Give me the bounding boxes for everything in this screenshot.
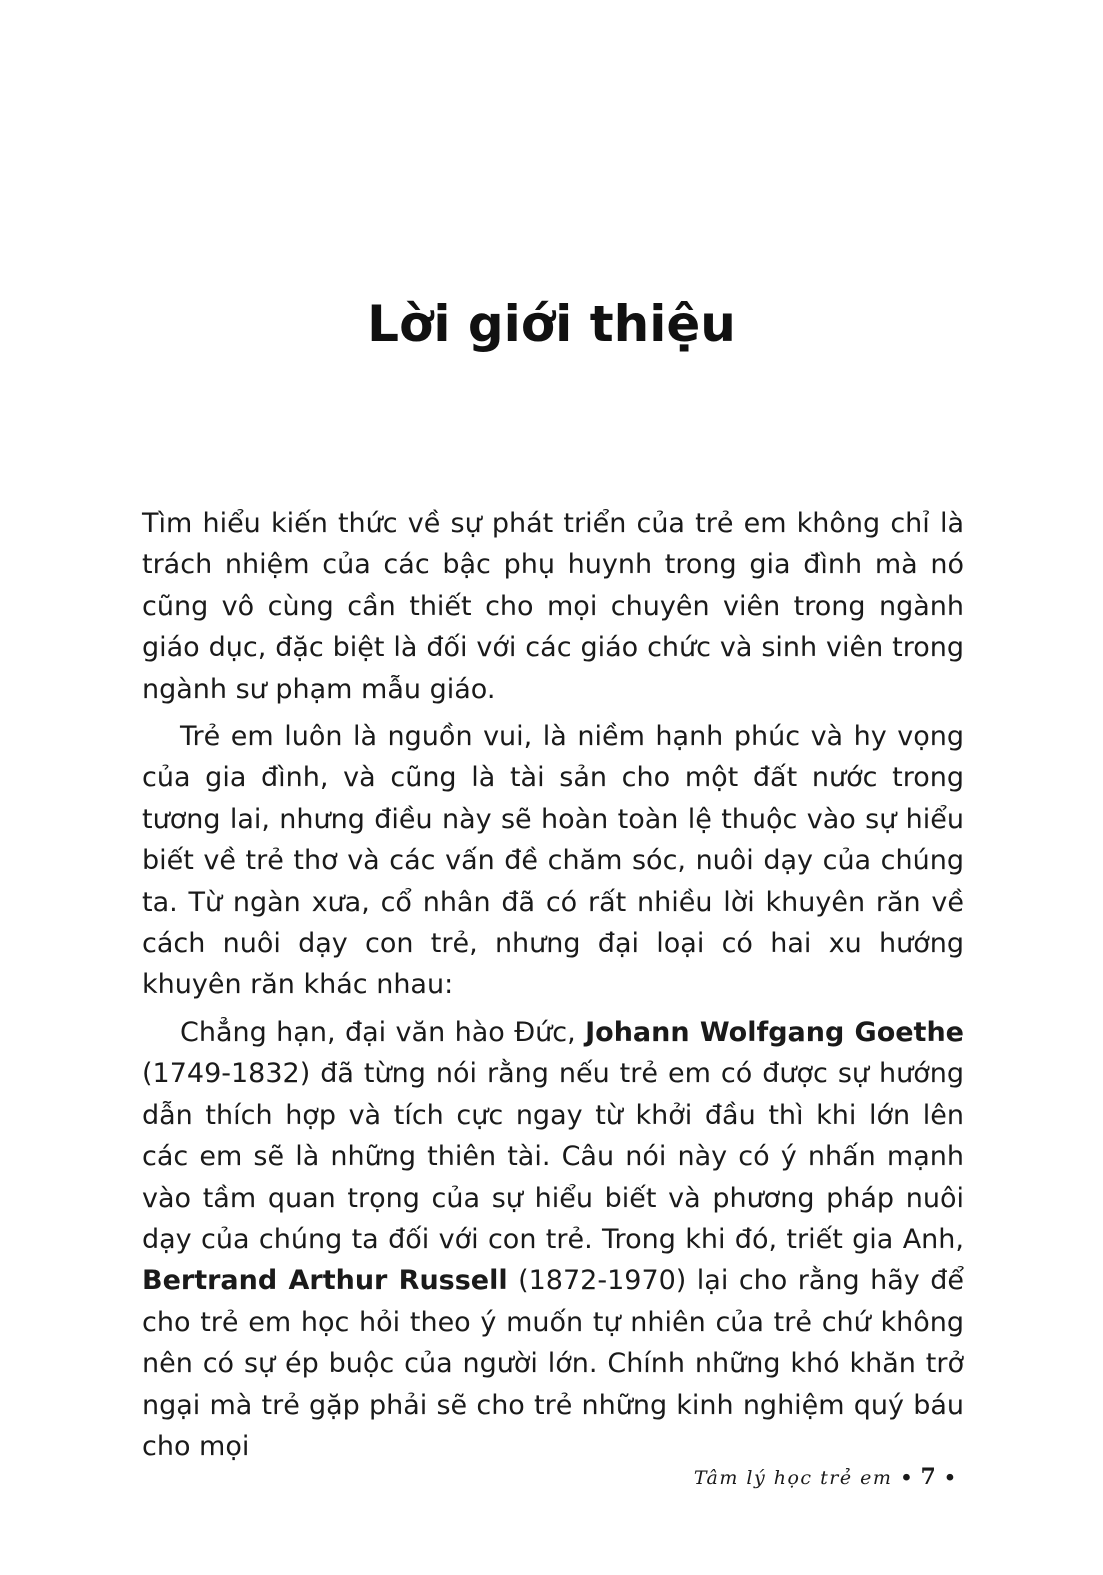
person-name-russell: Bertrand Arthur Russell bbox=[142, 1265, 508, 1297]
paragraph-3-text-3: (1872-1970) lại cho rằng hãy để cho trẻ em học hỏi theo ý muốn tự nhiên của trẻ chứ không nên có sự ép buộc của người lớn. Chính những khó khăn trở ngại mà trẻ gặp phải sẽ cho trẻ những kinh nghiệm quý báu cho mọi bbox=[142, 1265, 964, 1462]
footer-bullet-right: • bbox=[943, 1467, 956, 1489]
page-footer bbox=[694, 1462, 964, 1493]
paragraph-1: Tìm hiểu kiến thức về sự phát triển của trẻ em không chỉ là trách nhiệm của các bậc phụ huynh trong gia đình mà nó cũng vô cùng cần thiết cho mọi chuyên viên trong ngành giáo dục, đặc biệt là đối với các giáo chức và sinh viên trong ngành sư phạm mẫu giáo. bbox=[142, 508, 964, 705]
paragraph-3 bbox=[142, 1012, 964, 1467]
paragraph-3-text-2: (1749-1832) đã từng nói rằng nếu trẻ em có được sự hướng dẫn thích hợp và tích cực ngay từ khởi đầu thì khi lớn lên các em sẽ là những thiên tài. Câu nói này có ý nhấn mạnh vào tầm quan trọng của sự hiểu biết và phương pháp nuôi dạy của chúng ta đối với con trẻ. Trong khi đó, triết gia Anh, bbox=[142, 1058, 964, 1255]
footer-bullet-left: • bbox=[900, 1467, 913, 1489]
page-title: Lời giới thiệu bbox=[367, 295, 736, 353]
paragraph-3-text-1: Chẳng hạn, đại văn hào Đức, bbox=[180, 1016, 586, 1048]
body-text bbox=[142, 503, 964, 1473]
person-name-goethe: Johann Wolfgang Goethe bbox=[585, 1016, 964, 1048]
page-number: 7 bbox=[920, 1464, 936, 1490]
running-book-title: Tâm lý học trẻ em bbox=[693, 1467, 893, 1489]
paragraph-2: Trẻ em luôn là nguồn vui, là niềm hạnh phúc và hy vọng của gia đình, và cũng là tài sản cho một đất nước trong tương lai, nhưng điều này sẽ hoàn toàn lệ thuộc vào sự hiểu biết về trẻ thơ và các vấn đề chăm sóc, nuôi dạy của chúng ta. Từ ngàn xưa, cổ nhân đã có rất nhiều lời khuyên răn về cách nuôi dạy con trẻ, nhưng đại loại có hai xu hướng khuyên răn khác nhau: bbox=[142, 721, 964, 1001]
